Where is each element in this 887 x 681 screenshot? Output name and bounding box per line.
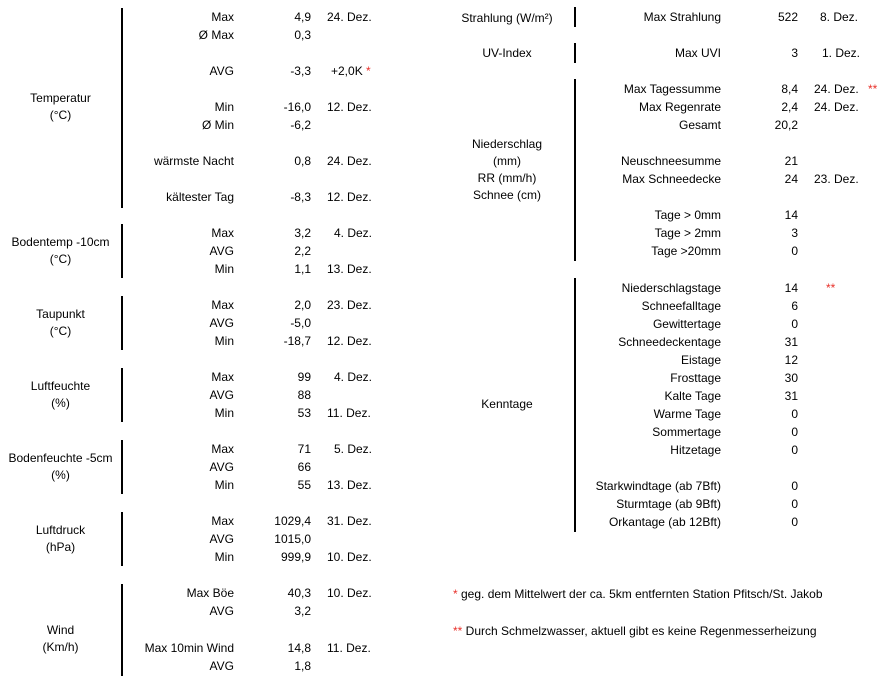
row-label: Max [211,10,234,24]
niederschlag-title: Niederschlag [471,137,543,151]
taupunkt-divider [121,296,123,350]
row-label: Ø Min [201,118,234,132]
row-label: Min [214,478,234,492]
row-value: -5,0 [290,316,311,330]
temperature-anomaly [331,64,371,79]
row-value: 0,8 [294,154,311,168]
row-value: 88 [297,388,311,402]
row-label: Min [214,334,234,348]
row-value: 66 [297,460,311,474]
row-label: Max [211,442,234,456]
luftdruck-divider [121,512,123,566]
row-value: 0 [791,317,798,331]
row-value: 1,1 [294,262,311,276]
row-label: Schneefalltage [641,299,721,313]
wind-unit: (Km/h) [42,640,79,654]
row-value: 6 [791,299,798,313]
row-value: 0 [791,497,798,511]
row-label: Max UVI [674,46,721,60]
row-label: AVG [209,532,234,546]
row-date: 1. Dez. [822,46,861,60]
row-value: 0 [791,425,798,439]
row-date: 10. Dez. [327,586,372,600]
row-label: Min [214,100,234,114]
row-value: 55 [297,478,311,492]
row-value: 1015,0 [274,532,311,546]
row-label: Kalte Tage [664,389,721,403]
row-label: Max Schneedecke [622,172,721,186]
row-value: 522 [777,10,798,24]
row-value: -16,0 [283,100,311,114]
bodentemp-title: Bodentemp -10cm [11,235,110,249]
row-label: AVG [209,316,234,330]
row-label: AVG [209,64,234,78]
row-label: Max [211,514,234,528]
schnee-unit: Schnee (cm) [472,188,542,202]
row-label: Max Tagessumme [623,82,721,96]
luftdruck-title: Luftdruck [35,523,86,537]
footnote-marker: * [453,587,458,601]
row-value: 14,8 [287,641,311,655]
row-value: 0 [791,479,798,493]
temperatur-title: Temperatur [30,91,91,105]
row-value: -8,3 [290,190,311,204]
row-value: 4,9 [294,10,311,24]
luftdruck-unit: (hPa) [45,540,76,554]
row-value: 21 [784,154,798,168]
row-date: 11. Dez. [327,641,371,655]
row-label: Min [214,262,234,276]
temperatur-divider [121,8,123,208]
row-date: 12. Dez. [327,334,372,348]
row-value: 3,2 [294,226,311,240]
row-date: 8. Dez. [820,10,859,24]
niederschlag-group-label [440,136,574,204]
row-value: 53 [297,406,311,420]
row-value: 8,4 [781,82,798,96]
row-value: 99 [297,370,311,384]
wind-title: Wind [46,623,75,637]
row-label: Gesamt [678,118,721,132]
row-label: Frosttage [670,371,721,385]
row-value: 0,3 [294,28,311,42]
row-value: 0 [791,407,798,421]
footnote-text: Durch Schmelzwasser, aktuell gibt es keine Regenmesserheizung [462,624,817,638]
row-value: 14 [784,208,798,222]
row-value: 1,8 [294,659,311,673]
row-value: 2,2 [294,244,311,258]
row-label: AVG [209,244,234,258]
footnote-marker: ** [826,281,836,295]
row-value: 31 [784,389,798,403]
bodenfeuchte-divider [121,440,123,494]
row-label: wärmste Nacht [153,154,234,168]
row-value: 3,2 [294,604,311,618]
row-value: -3,3 [290,64,311,78]
footnote-2 [453,624,817,639]
wind-group-label [0,622,121,656]
bodenfeuchte-group-label [0,450,121,484]
row-label: Min [214,406,234,420]
kenntage-title: Kenntage [481,397,533,411]
bodentemp-unit: (°C) [49,252,72,266]
temperatur-group-label [0,90,121,124]
row-label: Tage > 0mm [654,208,721,222]
row-label: Max 10min Wind [144,641,234,655]
row-label: Sturmtage (ab 9Bft) [616,497,721,511]
row-date: 5. Dez. [334,442,373,456]
row-label: Max [211,226,234,240]
niederschlag-divider [574,79,576,261]
row-value: -6,2 [290,118,311,132]
row-date: 4. Dez. [334,370,373,384]
row-value: 2,0 [294,298,311,312]
row-label: Schneedeckentage [618,335,721,349]
row-label: Tage > 2mm [654,226,721,240]
row-label: Niederschlagstage [621,281,721,295]
row-label: Max Strahlung [643,10,721,24]
footnote-marker: ** [868,82,878,96]
anomaly-value: +2,0K [331,64,363,78]
row-label: Starkwindtage (ab 7Bft) [595,479,721,493]
row-label: Warme Tage [653,407,721,421]
row-value: 0 [791,244,798,258]
bodenfeuchte-title: Bodenfeuchte -5cm [8,451,113,465]
row-label: AVG [209,604,234,618]
row-value: 12 [784,353,798,367]
row-value: 31 [784,335,798,349]
temperatur-unit: (°C) [49,108,72,122]
luftdruck-group-label [0,522,121,556]
row-date: 13. Dez. [327,478,372,492]
row-label: Ø Max [198,28,234,42]
row-label: Max Regenrate [638,100,721,114]
regenrate-unit: RR (mm/h) [477,171,537,185]
row-value: 2,4 [781,100,798,114]
row-date: 31. Dez. [327,514,372,528]
row-value: 3 [791,226,798,240]
row-label: Orkantage (ab 12Bft) [608,515,721,529]
row-label: Sommertage [652,425,721,439]
luftfeuchte-title: Luftfeuchte [30,379,91,393]
row-value: 14 [784,281,798,295]
row-value: 0 [791,515,798,529]
row-value: 1029,4 [274,514,311,528]
row-date: 12. Dez. [327,190,372,204]
row-value: 0 [791,443,798,457]
row-label: Tage >20mm [651,244,721,258]
row-value: 999,9 [280,550,311,564]
row-date: 24. Dez. [327,154,372,168]
footnote-text: geg. dem Mittelwert der ca. 5km entfernten Station Pfitsch/St. Jakob [457,587,823,601]
row-label: Max Böe [186,586,234,600]
row-label: Neuschneesumme [620,154,721,168]
bodentemp-group-label [0,234,121,268]
row-label: AVG [209,460,234,474]
bodentemp-divider [121,224,123,278]
uv-title: UV-Index [482,46,532,60]
row-value: 40,3 [287,586,311,600]
row-date: 10. Dez. [327,550,372,564]
row-value: 24 [784,172,798,186]
wind-divider [121,584,123,676]
taupunkt-group-label [0,306,121,340]
row-value: -18,7 [283,334,311,348]
row-date: 24. Dez. [814,100,859,114]
row-label: Gewittertage [652,317,721,331]
row-label: AVG [209,388,234,402]
taupunkt-unit: (°C) [49,324,72,338]
row-date: 23. Dez. [327,298,372,312]
row-date: 24. Dez. [814,82,859,96]
luftfeuchte-group-label [0,378,121,412]
row-value: 20,2 [774,118,798,132]
row-value: 71 [297,442,311,456]
footnote-marker: ** [453,624,463,638]
niederschlag-unit: (mm) [493,154,521,168]
footnote-marker: * [366,64,371,78]
row-label: AVG [209,659,234,673]
strahlung-divider [574,7,576,27]
strahlung-title: Strahlung (W/m²) [461,11,553,25]
luftfeuchte-unit: (%) [51,396,70,410]
row-label: Max [211,298,234,312]
row-date: 12. Dez. [327,100,372,114]
kenntage-divider [574,278,576,532]
luftfeuchte-divider [121,368,123,422]
row-label: Max [211,370,234,384]
uv-divider [574,43,576,63]
row-date: 11. Dez. [327,406,371,420]
row-label: Min [214,550,234,564]
row-date: 24. Dez. [327,10,372,24]
row-label: kältester Tag [166,190,234,204]
bodenfeuchte-unit: (%) [51,468,70,482]
row-date: 23. Dez. [814,172,859,186]
row-value: 3 [791,46,798,60]
footnote-1 [453,587,823,602]
row-date: 4. Dez. [334,226,373,240]
row-label: Hitzetage [670,443,721,457]
row-date: 13. Dez. [327,262,372,276]
taupunkt-title: Taupunkt [36,307,85,321]
row-value: 30 [784,371,798,385]
row-label: Eistage [680,353,721,367]
